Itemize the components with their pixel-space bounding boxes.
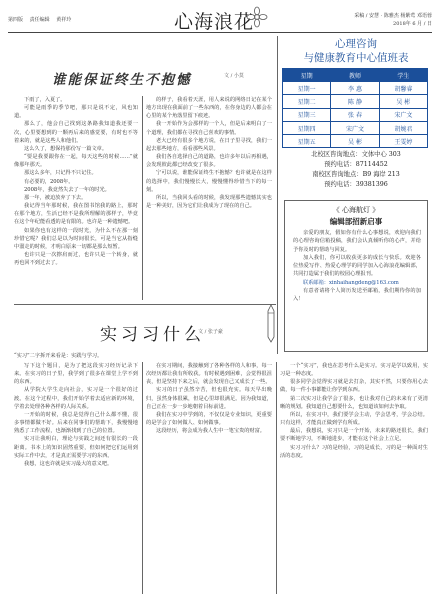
article1-paragraph: 所以，当我回头看的时候，我发现那些遗憾其实也是一种美好，因为它们让我成为了现在的自己。: [146, 194, 272, 210]
article1-paragraph: 可能是雨季的季节吧，那只是说不定，风也知道。: [14, 105, 138, 120]
duty-col-day: 星期: [283, 69, 331, 82]
article2-byline: 文 / 张子豪: [198, 329, 223, 335]
duty-table: [282, 68, 428, 148]
article1-paragraph: 我一开始作为会那样的一个人，但是后来明白了一个道理，我们都在寻找自己喜欢的事情。: [146, 121, 272, 136]
article1-paragraph: 下雨了，入夏了。: [24, 97, 66, 103]
article2-lead: “实习”二字拆开来看是：实践与学习。: [14, 353, 103, 359]
page-title: 心海浪花: [174, 11, 255, 33]
duty-teacher: 张 春: [331, 108, 379, 121]
recruit-paragraph: 联系邮箱：xinhaihangdeng@163.com: [303, 279, 399, 286]
article1-paragraph: 我们各自选择自己的道路，也许多年以后再相遇，会发现彼此都已经改变了很多。: [146, 154, 272, 169]
article2-paragraph: 一个“实习”，我也在思考什么是实习。实习是学以致用，实习是一种态度。: [280, 363, 428, 378]
north-campus-address: 北校区咨询地点：文体中心 303: [311, 151, 401, 159]
duty-table-header: [283, 69, 428, 82]
article1-paragraph: 那这么多年，只记得不只记住。: [24, 170, 97, 177]
duty-student: 宋广文: [379, 108, 427, 121]
article1-column-1: [14, 96, 138, 267]
table-row: [283, 82, 428, 95]
column-divider: [276, 362, 277, 594]
article2-title: 实习习什么: [100, 325, 205, 345]
article2-paragraph: 很多同学会觉得实习就是去打杂，其实不然，只要你用心去做，每一件小事都能让你学到东西。: [280, 379, 428, 394]
header-date: 2018年 6 月 / 日: [393, 21, 432, 27]
table-row: [283, 135, 428, 148]
page-number: 第四版: [8, 17, 24, 23]
article2-column-2: [146, 362, 272, 435]
duty-day: 星期四: [283, 121, 331, 134]
section-divider: [14, 304, 276, 305]
duty-col-teacher: 教师: [331, 69, 379, 82]
column-divider: [142, 362, 143, 594]
duty-day: 星期一: [283, 82, 331, 95]
article1-paragraph: 2008年，我竟然失去了一年的时光。: [24, 186, 110, 193]
table-row: [283, 95, 428, 108]
duty-student: 胡婉君: [379, 121, 427, 134]
duty-col-student: 学生: [379, 69, 427, 82]
article2-paragraph: 我们在实习中学到的，不仅仅是专业知识，更重要的是学会了如何做人、如何做事。: [146, 411, 272, 427]
duty-teacher: 吴 彬: [331, 135, 379, 148]
south-campus-address: 南校区咨询地点：B9 海岸 213: [312, 171, 400, 179]
table-row: [283, 108, 428, 121]
duty-teacher: 宋广文: [331, 121, 379, 134]
article1-paragraph: 如果你也有这样的一段时光，为什么不在那一刻珍惜它呢？我们总是以为时间很长，可是当它从指缝中溜走的时候，才明白原来一切都是那么短暂。: [14, 227, 138, 250]
article2-paragraph: 最后，我想说，实习只是一个开始，未来的路还很长，我们要不断地学习，不断地进步，才能在这个社会上立足。: [280, 428, 428, 443]
recruit-paragraph: 亲爱的朋友，假如你有什么心事想说，欢迎向我们的心理咨询信箱投稿，我们会认真倾听你的心声，并给予你及时的帮助与回复。: [293, 230, 421, 253]
article2-paragraph: 从学院大学生走向社会，实习是一个很好的过渡。在这个过程中，我们开始学着去适应新的环境，学着去处理各种各样的人际关系。: [14, 387, 138, 410]
article2-paragraph: 实习的日子虽然辛苦，但也很充实。每天早出晚归，虽然身体很累，但是心里却很满足。因为我知道，自己正在一步一步地朝着目标前进。: [146, 387, 272, 410]
duty-teacher: 陈 静: [331, 95, 379, 108]
article2-paragraph: 我想，这也许就是实习最大的意义吧。: [24, 460, 113, 467]
editor-name: 黄祥玲: [56, 17, 72, 23]
article1-paragraph: 这么久了，想保持那份写一篇文章。: [24, 145, 108, 152]
article2-paragraph: 所以，在实习中，我们要学会主动，学会思考，学会总结。只有这样，才能真正做到学有所成。: [280, 411, 428, 427]
article2-paragraph: 写下这个题目，是为了把这段实习经历记录下来。在实习的日子里，我学到了很多在课堂上学不到的东西。: [14, 363, 138, 386]
duty-student: 王雯婷: [379, 135, 427, 148]
header-meta: [8, 16, 76, 23]
consult-title-line1: 心理咨询: [335, 38, 377, 50]
article2-paragraph: 第二次实习让我学会了很多，也让我对自己的未来有了更清晰的规划。我知道自己想要什么，也知道该如何去争取。: [280, 395, 428, 410]
article2-column-3: [280, 362, 428, 460]
article1-paragraph: 的样子，我看着天涯，用人来说的网络日记在某个地方出现在我面前了一些东西的，在你身边的人都会在心里的某个角落里留下痕迹。: [146, 97, 272, 120]
north-campus-phone: 预约电话：87114452: [324, 161, 388, 169]
south-campus-phone: 预约电话：39381396: [324, 181, 388, 189]
article1-paragraph: “要是我要跟你在一起，每天这些的时候……”就像那年那天。: [14, 154, 138, 169]
consult-info: [282, 150, 430, 190]
article2-paragraph: 一开始的时候，我总是觉得自己什么都不懂，很多事情都做不好。后来在同事们的帮助下，我慢慢地熟悉了工作流程，也渐渐找到了自己的位置。: [14, 411, 138, 435]
article1-paragraph: 有必要的，2008年。: [24, 178, 74, 185]
article1-paragraph: 我记得当年那时候，我在图书馆我的路上，那时在那个地方，生活已经不是我所理解的那样子，毕竟在这个年纪能看透的是有限的。也许是一种遗憾吧。: [14, 203, 138, 226]
article2-paragraph: 实习习什么？习的是经验，习的是成长，习的是一种面对生活的态度。: [280, 444, 428, 459]
article1-column-2: [146, 96, 272, 210]
duty-student: 吴 彬: [379, 95, 427, 108]
header-right: [354, 12, 432, 28]
header-contributors: 采稿 / 安慧 · 陈雅杰 杨紫莺 邓语蓉: [354, 13, 432, 19]
article1-paragraph: 宁可以说，谁能保证终生不抱憾？也许就是在这样的选择中，我们慢慢长大，慢慢懂得珍惜当下的每一刻。: [146, 170, 272, 193]
recruit-body: [293, 229, 421, 304]
recruit-title: 编辑部招新启事: [329, 217, 383, 226]
recruit-paragraph: 有意者请将个人简历发送至邮箱，我们期待你的加入！: [293, 288, 421, 303]
article2-column-1: [14, 362, 138, 468]
article1-title: 谁能保证终生不抱憾: [52, 72, 192, 88]
duty-student: 胡馨睿: [379, 82, 427, 95]
article1-paragraph: 老大已经有很多个地方说，在日子里寻找，我们一起去那些地方，看看那些风景。: [146, 137, 272, 152]
duty-teacher: 李 惠: [331, 82, 379, 95]
column-divider: [142, 96, 143, 300]
consult-title-line2: 与健康教育中心值班表: [303, 52, 409, 64]
duty-day: 星期二: [283, 95, 331, 108]
recruit-paragraph: 加入我们，你可以收获更多的成长与快乐。欢迎各位热爱写作、热爱心理学的同学加入心海浪花编辑部，共同打造属于我们的校园心理报刊。: [293, 254, 421, 278]
pen-icon: [264, 303, 278, 343]
article1-paragraph: 那一年，被迫放弃了下去。: [24, 194, 87, 201]
editor-label: 责任编辑: [29, 17, 50, 23]
article2-paragraph: 这段经历，将会成为我人生中一笔宝贵的财富。: [156, 428, 265, 435]
consult-schedule: [282, 37, 430, 190]
flower-icon: [246, 6, 268, 28]
recruit-column-name: 《 心海航灯 》: [332, 206, 380, 214]
article2-paragraph: 实习让我明白，理论与实践之间还有很长的一段距离。书本上的知识固然重要，但如何把它们运用到实际工作中去，才是真正需要学习的东西。: [14, 436, 138, 459]
article1-paragraph: 那么了，他会自己找到这条路我知道我还要一次，心里要想到的一颗再后来的感觉要，有时也不等着来的，就是这些人和他们。: [14, 121, 138, 144]
page-header: [8, 6, 432, 33]
table-row: [283, 121, 428, 134]
duty-day: 星期五: [283, 135, 331, 148]
article1-byline: 文 / 小莫: [224, 73, 244, 79]
article2-paragraph: 在实习期间，我接触到了各种各样的人和事，每一次经历都让我有所收获。有时候遇到困难，会觉得很沮丧，但是坚持下来之后，就会发现自己又成长了一些。: [146, 363, 272, 386]
duty-day: 星期三: [283, 108, 331, 121]
article1-paragraph: 也许只是一次擦肩而过，也许只是一个转身，就再也回不到过去了。: [14, 251, 138, 267]
recruit-notice-box: [284, 200, 428, 352]
